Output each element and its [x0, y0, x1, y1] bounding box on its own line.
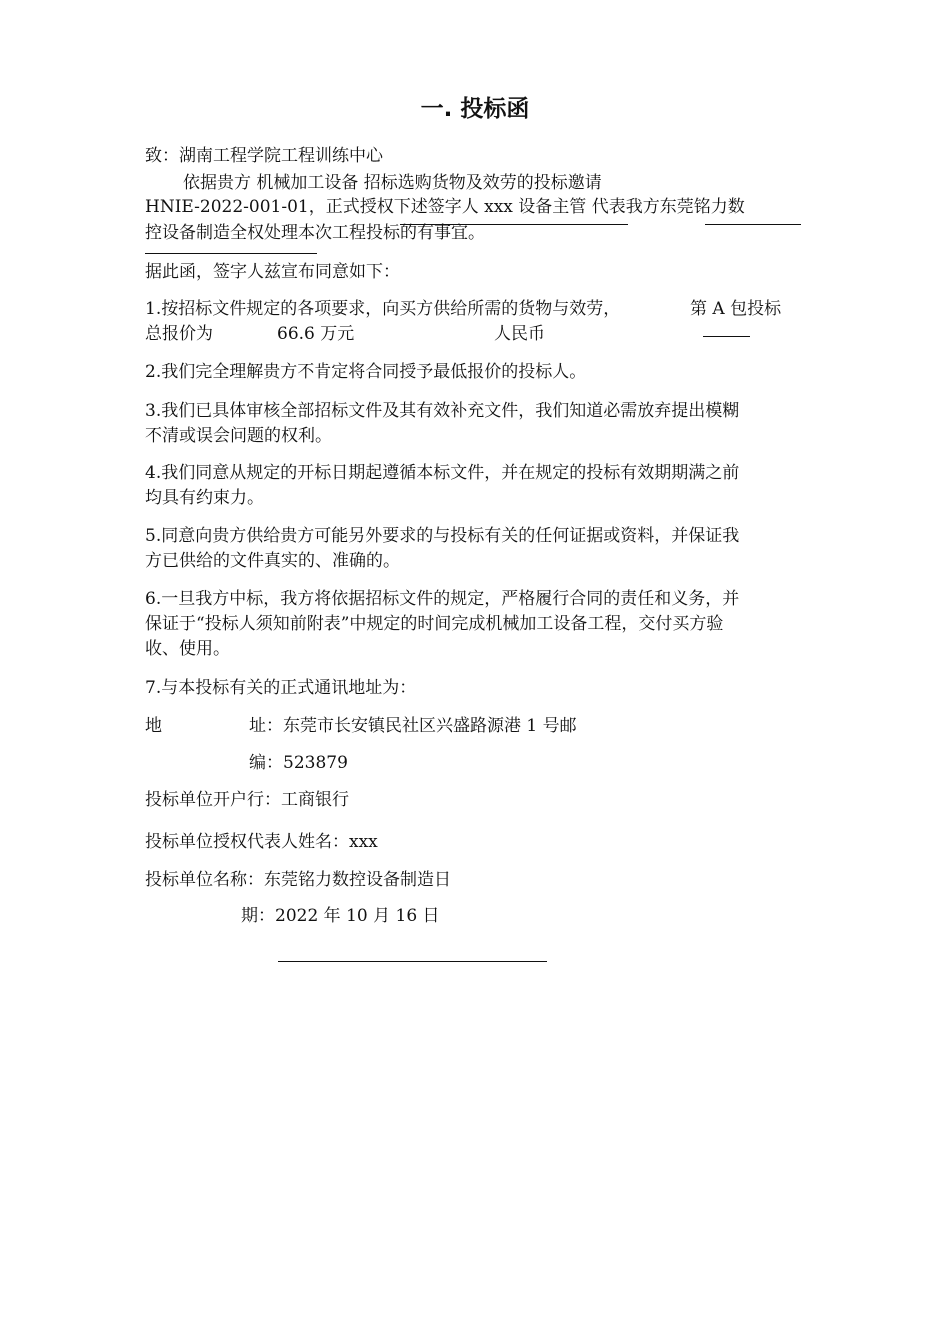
address-line-2: 编：523879: [249, 753, 348, 773]
addressee: 致：湖南工程学院工程训练中心: [145, 146, 383, 166]
intro-line-2: HNIE-2022-001-01，正式授权下述签字人 xxx 设备主管 代表我方东莞铭力数: [145, 197, 745, 217]
signature-underline: [278, 961, 547, 962]
date-line: 期：2022 年 10 月 16 日: [241, 906, 440, 926]
blank-underline: [400, 224, 628, 225]
blank-underline: [705, 224, 801, 225]
clause-7: 7.与本投标有关的正式通讯地址为：: [145, 678, 417, 698]
clause-1-total-label: 总报价为: [145, 324, 213, 344]
clause-3-line-2: 不清或误会问题的权利。: [145, 426, 332, 446]
clause-6-line-2: 保证于“投标人须知前附表”中规定的时间完成机械加工设备工程，交付买方验: [145, 614, 724, 634]
blank-underline: [703, 336, 750, 337]
clause-5-line-2: 方已供给的文件真实的、准确的。: [145, 551, 400, 571]
address-label: 地: [145, 716, 162, 736]
clause-1-currency: 人民币: [494, 324, 545, 344]
clause-1-package: 第 A 包投标: [690, 299, 782, 319]
clause-1-total-amount: 66.6 万元: [277, 324, 355, 344]
representative-name: 投标单位授权代表人姓名：xxx: [145, 832, 378, 852]
clause-6-line-1: 6.一旦我方中标，我方将依据招标文件的规定，严格履行合同的责任和义务，并: [145, 589, 740, 609]
intro-line-1: 依据贵方 机械加工设备 招标选购货物及效劳的投标邀请: [183, 173, 602, 193]
clause-5-line-1: 5.同意向贵方供给贵方可能另外要求的与投标有关的任何证据或资料，并保证我: [145, 526, 740, 546]
intro-line-3: 控设备制造全权处理本次工程投标的有事宜。: [145, 223, 485, 243]
bank-info: 投标单位开户行：工商银行: [145, 790, 349, 810]
clause-6-line-3: 收、使用。: [145, 639, 230, 659]
blank-underline: [145, 253, 317, 254]
clause-4-line-1: 4.我们同意从规定的开标日期起遵循本标文件，并在规定的投标有效期期满之前: [145, 463, 740, 483]
clause-3-line-1: 3.我们已具体审核全部招标文件及其有效补充文件，我们知道必需放弃提出模糊: [145, 401, 740, 421]
company-name: 投标单位名称：东莞铭力数控设备制造日: [145, 870, 451, 890]
page-title: 一. 投标函: [420, 96, 530, 122]
clause-1-line-1: 1.按招标文件规定的各项要求，向买方供给所需的货物与效劳，: [145, 299, 621, 319]
clause-2: 2.我们完全理解贵方不肯定将合同授予最低报价的投标人。: [145, 362, 587, 382]
clause-4-line-2: 均具有约束力。: [145, 488, 264, 508]
address-line-1: 址：东莞市长安镇民社区兴盛路源港 1 号邮: [249, 716, 577, 736]
declaration-text: 据此函，签字人兹宣布同意如下：: [145, 262, 400, 282]
